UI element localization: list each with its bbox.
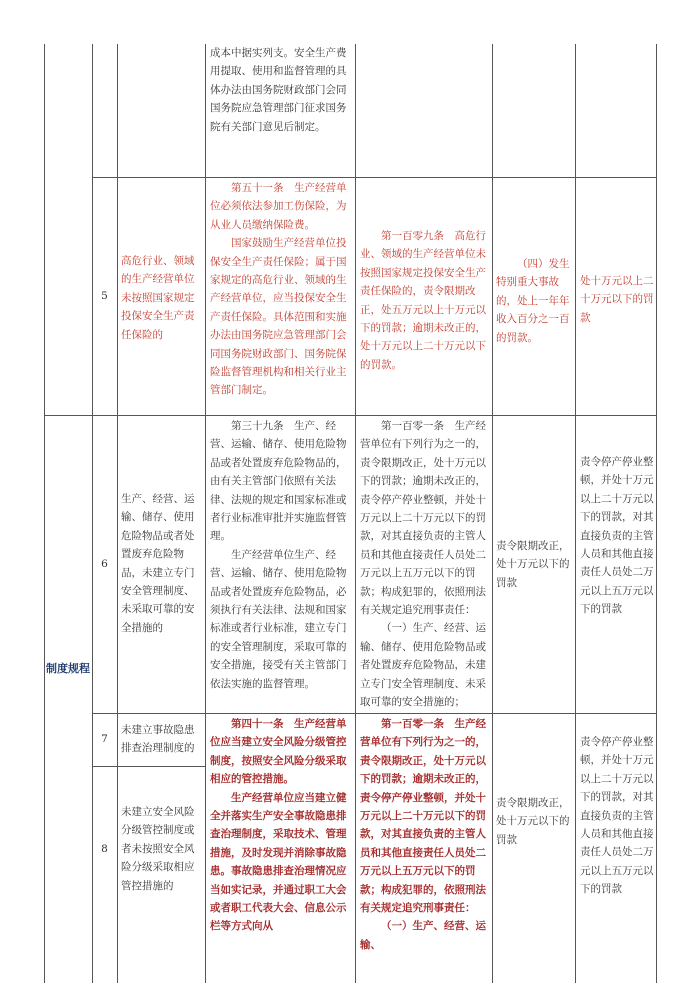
row6-penalty-p2: （一）生产、经营、运输、储存、使用危险物品或者处置废弃危险物品，未建立专门安全管理制度、未采取可靠的安全措施的； xyxy=(360,622,486,709)
clause-text-continued xyxy=(210,44,350,136)
row78-clause-p2: 生产经营单位应当建立健全并落实生产安全事故隐患排查治理制度，采取技术、管理措施，及时发现并消除事故隐患。事故隐患排查治理情况应当如实记录，并通过职工大会或者职工代表大会、信息公示栏等方式向从 xyxy=(210,791,347,933)
row78-penalty-clause xyxy=(360,715,488,954)
row6-clause xyxy=(210,417,350,693)
row8-behavior xyxy=(121,803,203,895)
row-divider-8-top xyxy=(92,766,118,767)
row6-behavior-text: 生产、经营、运输、储存、使用危险物品或者处置废弃危险物品，未建立专门安全管理制度、未采取可靠的安全措施的 xyxy=(121,493,195,634)
row78-clause-p1: 第四十一条 生产经营单位应当建立安全风险分级管控制度，按照安全风险分级采取相应的管控措施。 xyxy=(210,718,347,786)
row5-behavior xyxy=(121,252,203,344)
row7-behavior xyxy=(121,721,203,758)
section-divider-top xyxy=(44,415,657,416)
row8-number: 8 xyxy=(101,843,108,855)
table-border-left xyxy=(44,44,45,983)
row-divider-5-top xyxy=(92,177,657,178)
row78-new-penalty-text: 责令停产停业整顿，并处十万元以上二十万元以下的罚款，对其直接负责的主管人员和其他直接责任人员处二万元以上五万元以下的罚款 xyxy=(580,736,654,896)
row7-number: 7 xyxy=(101,733,108,745)
row6-number: 6 xyxy=(101,558,108,570)
row5-clause xyxy=(210,179,350,400)
col-divider-behavior xyxy=(117,44,118,983)
row6-clause-p2: 生产经营单位生产、经营、运输、储存、使用危险物品或者处置废弃危险物品，必须执行有关法律、法规和国家标准或者行业标准，建立专门的安全管理制度，采取可靠的安全措施，接受有关主管部门依法实施的监督管理。 xyxy=(210,548,347,690)
row5-clause-p1: 第五十一条 生产经营单位必须依法参加工伤保险，为从业人员缴纳保险费。 xyxy=(210,182,347,231)
row5-old-penalty xyxy=(496,255,572,347)
row5-new-penalty-text: 处十万元以上二十万元以下的罚款 xyxy=(580,275,654,324)
row-divider-8-behavior xyxy=(117,766,205,767)
col-divider-penalty xyxy=(355,44,356,983)
row-divider-7-top xyxy=(92,713,657,714)
row6-new-penalty-text: 责令停产停业整顿，并处十万元以上二十万元以下的罚款，对其直接负责的主管人员和其他直接责任人员处二万元以上五万元以下的罚款 xyxy=(580,456,654,616)
row6-penalty-p1: 第一百零一条 生产经营单位有下列行为之一的，责令限期改正，处十万元以下的罚款；逾期未改正的，责令停产停业整顿，并处十万元以上二十万元以下的罚款，对其直接负责的主管人员和其他直接责任人员处二万元以上五万元以下的罚款；构成犯罪的，依照刑法有关规定追究刑事责任： xyxy=(360,420,486,617)
row5-penalty-text: 第一百零九条 高危行业、领域的生产经营单位未按照国家规定投保安全生产责任保险的，责令限期改正，处五万元以上十万元以下的罚款；逾期未改正的，处十万元以上二十万元以下的罚款。 xyxy=(360,230,486,371)
row78-old-penalty xyxy=(496,794,572,849)
row5-clause-p2: 国家鼓励生产经营单位投保安全生产责任保险；属于国家规定的高危行业、领域的生产经营单位，应当投保安全生产责任保险。具体范围和实施办法由国务院应急管理部门会同国务院财政部门、国务院保险监督管理机构和相关行业主管部门制定。 xyxy=(210,237,347,397)
row78-penalty-p2: （一）生产、经营、运输、 xyxy=(360,920,486,951)
row5-behavior-text: 高危行业、领域的生产经营单位未按照国家规定投保安全生产责任保险的 xyxy=(121,255,195,341)
row5-new-penalty xyxy=(580,272,654,327)
row8-behavior-text: 未建立安全风险分级管控制度或者未按照安全风险分级采取相应管控措施的 xyxy=(121,806,195,892)
row5-number: 5 xyxy=(101,290,108,302)
row6-old-penalty xyxy=(496,537,572,592)
section-label-text: 制度规程 xyxy=(46,662,90,675)
row5-penalty-clause xyxy=(360,227,488,374)
row78-clause xyxy=(210,715,350,936)
row6-new-penalty xyxy=(580,453,654,619)
row6-clause-p1: 第三十九条 生产、经营、运输、储存、使用危险物品或者处置废弃危险物品的，由有关主管部门依照有关法律、法规的规定和国家标准或者行业标准审批并实施监督管理。 xyxy=(210,420,347,543)
row6-old-penalty-text: 责令限期改正，处十万元以下的罚款 xyxy=(496,540,570,589)
row78-penalty-p1: 第一百零一条 生产经营单位有下列行为之一的，责令限期改正，处十万元以下的罚款；逾期未改正的，责令停产停业整顿，并处十万元以上二十万元以下的罚款，对其直接负责的主管人员和其他直接责任人员处二万元以上五万元以下的罚款；构成犯罪的，依照刑法有关规定追究刑事责任： xyxy=(360,718,486,915)
col-divider-old xyxy=(492,44,493,983)
row7-behavior-text: 未建立事故隐患排查治理制度的 xyxy=(121,724,195,755)
clause-continued-paragraph: 成本中据实列支。安全生产费用提取、使用和监督管理的具体办法由国务院财政部门会同国务院应急管理部门征求国务院有关部门意见后制定。 xyxy=(210,47,347,133)
col-divider-clause xyxy=(205,44,206,983)
section-label xyxy=(46,660,90,678)
row6-penalty-clause xyxy=(360,417,488,712)
row6-behavior xyxy=(121,490,203,637)
table-border-right xyxy=(656,44,657,983)
row78-old-penalty-text: 责令限期改正，处十万元以下的罚款 xyxy=(496,797,570,846)
row78-new-penalty xyxy=(580,733,654,899)
col-divider-new xyxy=(575,44,576,983)
row5-old-penalty-text: （四）发生特别重大事故的，处上一年年收入百分之一百的罚款。 xyxy=(496,258,570,344)
